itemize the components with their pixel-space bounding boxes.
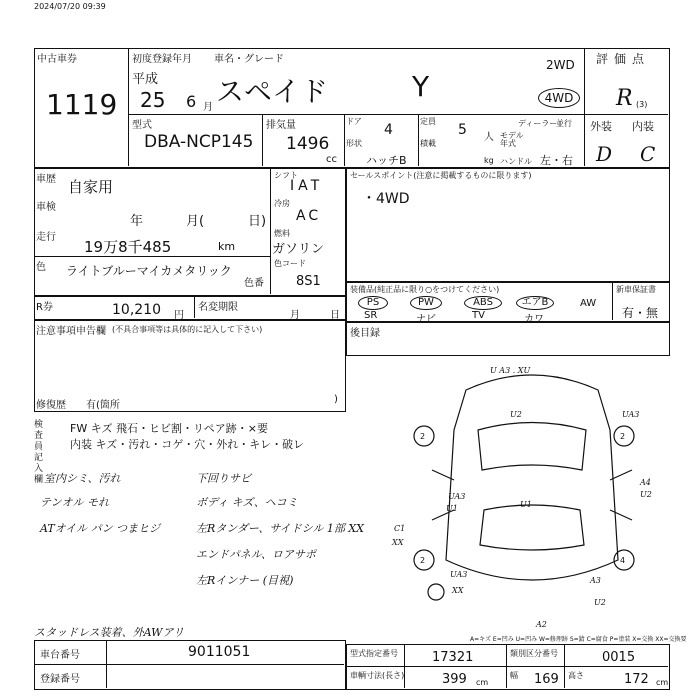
mileage-unit: km [218, 240, 236, 253]
month-unit: 月 [203, 102, 213, 113]
warranty: 有・無 [622, 306, 659, 320]
hw-note-7: エンドパネル、ロアサポ [196, 548, 316, 561]
recycle-unit: 円 [174, 310, 184, 321]
caution-label: 注意事項申告欄 [36, 326, 106, 337]
width: 169 [534, 672, 559, 687]
hw-note-3: ATオイル パン つまヒジ [40, 522, 161, 535]
timestamp: 2024/07/20 09:39 [34, 2, 106, 11]
inspection-month: 月( [186, 214, 205, 229]
diagram-mark-11: UA3 [450, 570, 468, 579]
inspector-row2: 内装 キズ・汚れ・コゲ・穴・外れ・キレ・破レ [70, 438, 305, 451]
fuel-label: 燃料 [274, 229, 290, 238]
equipment-label: 装備品(純正品に限り○をつけてください) [350, 285, 500, 294]
repair-label: 修復歴 [36, 400, 66, 411]
inspector-label: 検査員記入欄 [34, 420, 44, 485]
height: 172 [624, 672, 649, 687]
after-label: 後目録 [350, 328, 380, 339]
kg-unit: kg [484, 156, 494, 165]
diagram-mark-5: A4 [640, 478, 651, 487]
diagram-mark-15: U2 [594, 598, 606, 607]
grade: Y [412, 70, 430, 103]
chassis-number: 9011051 [188, 644, 251, 660]
name-change-label: 名変期限 [198, 302, 238, 313]
width-label: 幅 [510, 671, 518, 680]
shift: IAT [290, 178, 324, 194]
score-value: R [616, 86, 633, 111]
score-label: 評価点 [596, 52, 651, 66]
inspection-label: 車検 [36, 202, 56, 213]
hw-note-5: ボディ キズ、ヘコミ [196, 496, 298, 509]
sales-section [346, 168, 670, 282]
diagram-mark-2: U2 [510, 410, 522, 419]
reg-month: 6 [186, 92, 197, 111]
hw-note-6: 左Rタンダー、サイドシル 1部 XX [196, 522, 365, 535]
recycle-value: 10,210 [112, 302, 161, 318]
equip-ps: PS [358, 296, 388, 310]
hw-note-2: テンオル モれ [40, 496, 109, 509]
handle-label: ハンドル [500, 157, 532, 166]
diagram-mark-9: C1 [394, 524, 406, 533]
diagram-mark-6: U2 [640, 490, 652, 499]
diagram-mark-10: XX [392, 538, 404, 547]
class-label: 類別区分番号 [510, 649, 558, 658]
after-list [346, 322, 670, 356]
car-name: スペイド [216, 75, 329, 108]
lot-number: 1119 [46, 88, 118, 121]
repair: 有(箇所 [86, 400, 120, 411]
warranty-label: 新車保証書 [616, 285, 656, 294]
height-unit: cm [656, 678, 669, 687]
equip-navi: ナビ [416, 314, 436, 325]
type-no: 17321 [432, 650, 474, 665]
model-year-label: モデル年式 [500, 131, 524, 148]
nc-month: 月 [290, 310, 300, 321]
vehicle-type: 自家用 [68, 178, 114, 196]
color-label: 色 [36, 262, 46, 273]
diagram-mark-7: UA3 [448, 492, 466, 501]
ac-label: 冷房 [274, 199, 290, 208]
type-no-label: 型式指定番号 [350, 649, 398, 658]
sales-point: ・4WD [362, 191, 410, 207]
exterior-label: 外装 [590, 120, 612, 133]
lot-label: 中古車券 [37, 54, 77, 65]
drive-2wd: 2WD [546, 58, 575, 72]
caution-sub: (不具合事項等は具体的に記入して下さい) [112, 325, 263, 334]
reg-date-label: 初度登録年月 [132, 54, 192, 65]
equip-aw: AW [580, 298, 597, 309]
cc-unit: cc [326, 154, 337, 165]
dealer-label: ディーラー [518, 119, 558, 128]
reg-year: 25 [140, 88, 166, 112]
doors: 4 [384, 122, 393, 138]
equip-sr: SR [364, 310, 378, 321]
svg-text:2: 2 [620, 432, 626, 441]
displacement: 1496 [286, 134, 330, 154]
fuel: ガソリン [272, 242, 325, 257]
class-no: 0015 [602, 650, 636, 665]
diagram-mark-4: UA3 [622, 410, 640, 419]
diagram-mark-1: U A3 . XU [490, 366, 531, 375]
inspector-row1: FW キズ 飛石・ヒビ割・リペア跡・×要 [70, 422, 268, 435]
capacity: 5 [458, 122, 467, 138]
length-label: 車輌寸法(長さ) [350, 671, 405, 680]
recycle-label: R券 [36, 302, 53, 313]
svg-text:2: 2 [420, 556, 426, 565]
hw-note-9: スタッドレス装着、外AWアリ [34, 626, 185, 639]
equip-abs: ABS [464, 296, 502, 310]
equip-airbag: エアB [516, 296, 554, 310]
nc-day: 日 [330, 310, 340, 321]
exterior-score: D [596, 142, 613, 166]
era: 平成 [132, 72, 159, 87]
car-damage-diagram [396, 360, 668, 630]
model-label: 型式 [132, 120, 152, 131]
inspection-day: 日) [248, 214, 267, 229]
inspection-year: 年 [130, 214, 144, 229]
reg-number-label: 登録番号 [40, 674, 80, 685]
svg-text:2: 2 [420, 432, 426, 441]
import-label: 並行 [556, 119, 572, 128]
mileage: 19万8千485 [84, 238, 172, 256]
mileage-label: 走行 [36, 232, 56, 243]
displacement-label: 排気量 [266, 120, 296, 131]
diagram-mark-8: U1 [446, 504, 458, 513]
drive-4wd: 4WD [538, 88, 580, 108]
equip-tv: TV [472, 310, 485, 321]
equip-pw: PW [410, 296, 442, 310]
capacity-unit: 人 [484, 132, 494, 143]
color-no-label: 色番 [244, 278, 264, 289]
model-year [536, 136, 540, 150]
vehicle-type-label: 車歴 [36, 174, 56, 185]
diagram-mark-14: A2 [536, 620, 547, 629]
car-name-label: 車名・グレード [214, 54, 284, 65]
hw-note-1: 室内シミ、汚れ [44, 472, 121, 485]
equip-leather: カワ [524, 314, 544, 325]
chassis-label: 車台番号 [40, 650, 80, 661]
load-label: 積載 [420, 139, 436, 148]
color-code-label: 色コード [274, 259, 306, 268]
shift-label: シフト [274, 171, 298, 180]
diagram-mark-13: A3 [590, 576, 601, 585]
shape-label: 形状 [346, 139, 362, 148]
capacity-label: 定員 [420, 117, 436, 126]
interior-score: C [640, 142, 656, 166]
length: 399 [442, 672, 467, 687]
diagram-mark-12: XX [452, 586, 464, 595]
model: DBA-NCP145 [144, 132, 254, 152]
length-unit: cm [476, 678, 489, 687]
interior-label: 内装 [632, 120, 654, 133]
diagram-mark-3: U1 [520, 500, 532, 509]
handle: 左・右 [540, 154, 573, 167]
color-no: 8S1 [296, 274, 321, 289]
score-sub: (3) [636, 100, 648, 109]
sales-label: セールスポイント(注意に掲載するものに限ります) [350, 171, 532, 180]
height-label: 高さ [568, 671, 584, 680]
door-label: ドア [346, 117, 362, 126]
hw-note-4: 下回りサビ [196, 472, 251, 485]
ac: AC [296, 208, 322, 224]
diagram-legend: A=キズ E=凹み U=凹み W=修理跡 S=錆 C=腐食 P=塗装 X=交換 XX=交換要 [470, 636, 687, 643]
color: ライトブルーマイカメタリック [66, 264, 232, 278]
shape: ハッチB [366, 154, 407, 167]
hw-note-8: 左Rインナー (目視) [196, 574, 294, 587]
svg-text:4: 4 [620, 556, 626, 565]
